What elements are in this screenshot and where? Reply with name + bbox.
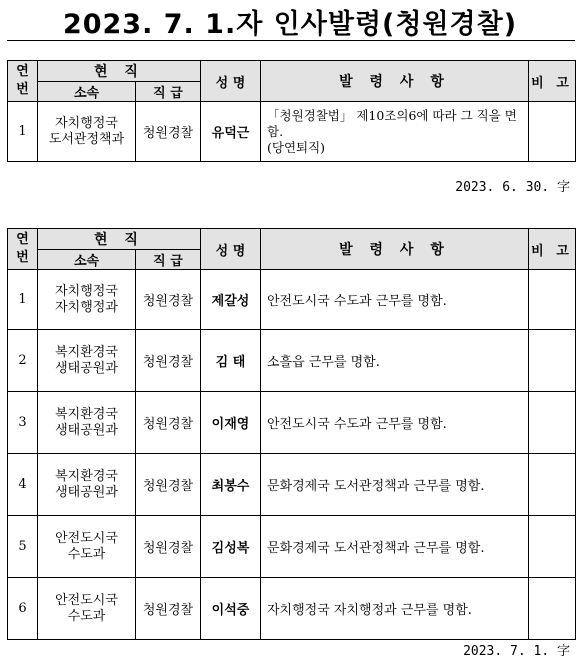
row-rank: 청원경찰 — [136, 454, 201, 516]
date-line-2: 2023. 7. 1. 字 — [463, 644, 570, 659]
row-note — [529, 392, 576, 454]
row-order: 안전도시국 수도과 근무를 명함. — [261, 270, 529, 330]
row-no: 6 — [8, 578, 38, 640]
row-note — [529, 578, 576, 640]
row-order: 안전도시국 수도과 근무를 명함. — [261, 392, 529, 454]
header-no: 연 번 — [8, 229, 38, 270]
header-no: 연 번 — [8, 61, 38, 102]
row-rank: 청원경찰 — [136, 102, 201, 162]
row-order: 소흘읍 근무를 명함. — [261, 330, 529, 392]
row-no: 3 — [8, 392, 38, 454]
row-no: 2 — [8, 330, 38, 392]
table-row — [8, 454, 576, 516]
row-order: 「청원경찰법」 제10조의6에 따라 그 직을 면함. (당연퇴직) — [261, 102, 529, 162]
header-name: 성 명 — [201, 229, 261, 270]
row-dept: 자치행정국 도서관정책과 — [38, 102, 136, 162]
row-order: 문화경제국 도서관정책과 근무를 명함. — [261, 454, 529, 516]
row-name: 최봉수 — [201, 454, 261, 516]
row-rank: 청원경찰 — [136, 392, 201, 454]
row-no: 1 — [8, 270, 38, 330]
header-dept: 소속 — [38, 250, 136, 270]
row-no: 5 — [8, 516, 38, 578]
header-order: 발 령 사 항 — [261, 229, 529, 270]
header-rank: 직 급 — [136, 250, 201, 270]
date-line-1: 2023. 6. 30. 字 — [455, 180, 570, 195]
row-dept: 복지환경국 생태공원과 — [38, 454, 136, 516]
row-note — [529, 454, 576, 516]
row-dept: 안전도시국 수도과 — [38, 516, 136, 578]
row-name: 김 태 — [201, 330, 261, 392]
row-order: 자치행정국 자치행정과 근무를 명함. — [261, 578, 529, 640]
row-dept: 복지환경국 생태공원과 — [38, 392, 136, 454]
row-dept: 복지환경국 생태공원과 — [38, 330, 136, 392]
appointment-table-1 — [7, 60, 576, 162]
row-note — [529, 516, 576, 578]
header-current-post: 현 직 — [38, 229, 201, 250]
header-order: 발 령 사 항 — [261, 61, 529, 102]
page-title: 2023. 7. 1.자 인사발령(청원경찰) — [62, 9, 518, 40]
header-dept: 소속 — [38, 82, 136, 102]
header-note: 비 고 — [529, 229, 576, 270]
row-name: 이재영 — [201, 392, 261, 454]
table-row — [8, 270, 576, 330]
table-row — [8, 516, 576, 578]
row-no: 1 — [8, 102, 38, 162]
table-row — [8, 578, 576, 640]
row-note — [529, 102, 576, 162]
row-order: 문화경제국 도서관정책과 근무를 명함. — [261, 516, 529, 578]
row-note — [529, 270, 576, 330]
title-underline — [7, 40, 575, 41]
row-no: 4 — [8, 454, 38, 516]
header-name: 성 명 — [201, 61, 261, 102]
row-dept: 자치행정국 자치행정과 — [38, 270, 136, 330]
row-dept: 안전도시국 수도과 — [38, 578, 136, 640]
header-current-post: 현 직 — [38, 61, 201, 82]
row-name: 이석중 — [201, 578, 261, 640]
header-rank: 직 급 — [136, 82, 201, 102]
table-row — [8, 330, 576, 392]
row-rank: 청원경찰 — [136, 270, 201, 330]
row-rank: 청원경찰 — [136, 516, 201, 578]
row-note — [529, 330, 576, 392]
row-rank: 청원경찰 — [136, 330, 201, 392]
row-name: 제갈성 — [201, 270, 261, 330]
row-rank: 청원경찰 — [136, 578, 201, 640]
table-row — [8, 392, 576, 454]
appointment-table-2 — [7, 228, 576, 640]
header-note: 비 고 — [529, 61, 576, 102]
table-row — [8, 102, 576, 162]
row-name: 유덕근 — [201, 102, 261, 162]
row-name: 김성복 — [201, 516, 261, 578]
